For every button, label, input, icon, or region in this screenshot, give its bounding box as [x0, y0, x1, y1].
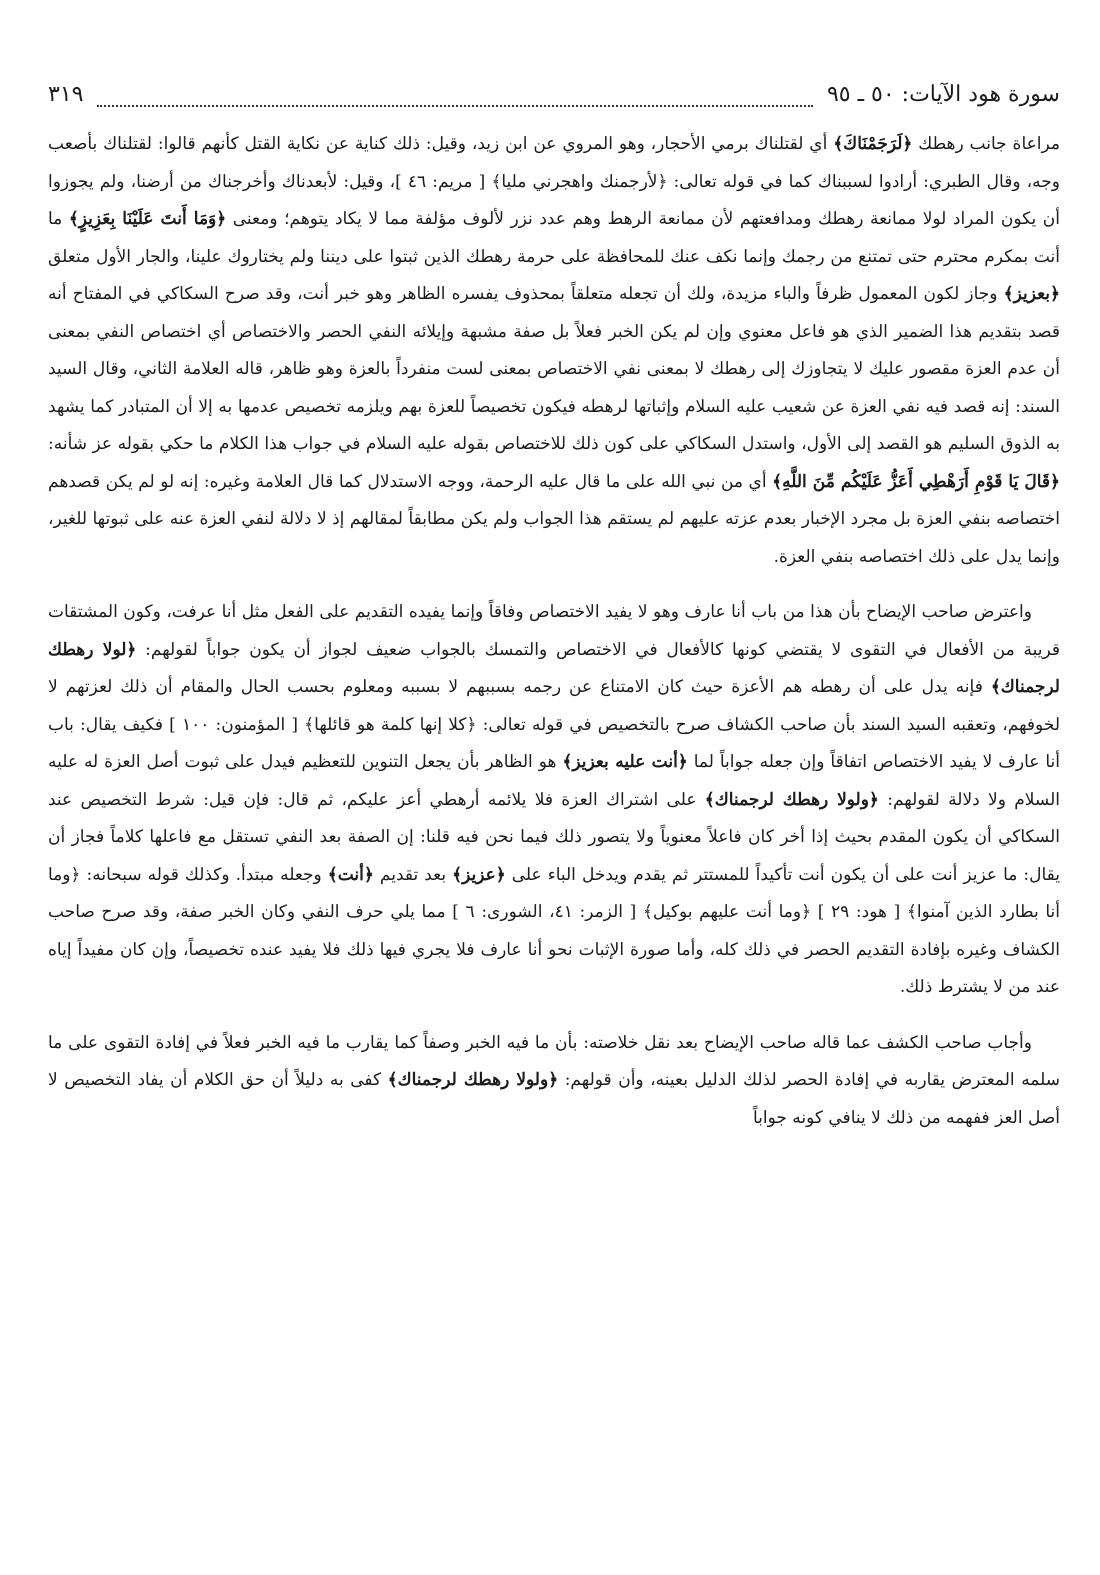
chapter-title: سورة هود الآيات: ٥٠ ـ ٩٥ [826, 82, 1060, 107]
paragraph-1 [48, 126, 1060, 576]
text-run: وأجاب صاحب الكشف عما قاله صاحب الإيضاح بعد نقل خلاصته: بأن ما فيه الخبر وصفاً كما يقارب ما فيه الخبر فعلاً في إفادة التقوى على ما سلمه المعترض يقاربه في إفادة الحصر لذلك الدليل بعينه، وأن قولهم: [48, 1032, 1061, 1090]
text-run: أي من نبي الله على ما قال عليه الرحمة، ووجه الاستدلال كما قال العلامة وغيره: إنه لو لم يكن قصدهم اختصاصه بنفي العزة بل مجرد الإخبار بعدم عزته عليهم لم يستقم هذا الجواب ولم يكن مطابقاً لمقالهم إذ لا دلالة لنفي العزة عنه على ثبوتها للغير، وإنما يدل على ذلك اختصاصه بنفي العزة. [48, 471, 1060, 567]
paragraph-3 [48, 1025, 1060, 1138]
quran-quote: ﴿لَرَجَمْنَاكَ﴾ [833, 134, 913, 154]
text-run: بعد تقديم [373, 864, 453, 885]
quran-quote: ﴿ولولا رهطك لرجمناك﴾ [387, 1070, 559, 1090]
text-run: وجاز لكون المعمول ظرفاً والباء مزيدة، ولك أن تجعله متعلقاً بمحذوف يفسره الظاهر وهو خبر أنت، وقد صرح السكاكي في المفتاح أنه قصد بتقديم هذا الضمير الذي هو فاعل معنوي وإن لم يكن الخبر فعلاً بل صفة مشبهة وإيلائه النفي الحصر والاختصاص أي اختصاص النفي بمعنى أن عدم العزة مقصور عليك لا يتجاوزك إلى رهطك لا بمعنى نفي الاختصاص بمعنى لست منفرداً بالعزة وهو ظاهر، قاله العلامة الثاني، وقال السيد السند: إنه قصد فيه نفي العزة عن شعيب عليه السلام وإثباتها لرهطه فيكون تخصيصاً للعزة بهم ويلزمه تخصيص عدمها به إلا أن المتبادر كما يشهد به الذوق السليم هو القصد إلى الأول، واستدل السكاكي على كون ذلك للاختصاص بقوله عليه السلام في جواب هذا الكلام ما حكي بقوله عز شأنه: [48, 284, 1060, 454]
text-run: مراعاة جانب رهطك [912, 134, 1060, 154]
paragraph-2 [48, 594, 1060, 1007]
quran-quote: ﴿قَالَ يَا قَوْمِ أَرَهْطِي أَعَزُّ عَلَيْكُم مِّنَ اللَّهِ﴾ [772, 471, 1060, 492]
text-run: واعترض صاحب الإيضاح بأن هذا من باب أنا عارف وهو لا يفيد الاختصاص وفاقاً وإنما يفيده التقديم على الفعل مثل أنا عرفت، وكون المشتقات قريبة من الأفعال في التقوى لا يقتضي كونها كالأفعال في الاختصاص والتمسك بالجواب ضعيف لجواز أن يكون جواباً لقولهم: [48, 602, 1060, 660]
quran-quote: ﴿لولا رهطك لرجمناك﴾ [48, 639, 1060, 697]
quran-quote: ﴿عزيز﴾ [452, 864, 506, 885]
page-number: ٣١٩ [48, 82, 84, 107]
text-run: هو الظاهر بأن يجعل التنوين للتعظيم فيدل على ثبوت أصل العزة له عليه السلام ولا دلالة لقولهم: [48, 752, 1060, 810]
text-run: على اشتراك العزة فلا يلائمه أرهطي أعز عليكم، ثم قال: فإن قيل: شرط التخصيص عند السكاكي أن يكون المقدم بحيث إذا أخر كان فاعلاً معنوياً ولا يتصور ذلك فيما نحن فيه قلنا: إن الصفة بعد النفي تستقل مع فاعلها كلاماً فجاز أن يقال: ما عزيز أنت على أن يكون أنت تأكيداً للمستتر ثم يقدم ويدخل الباء على [48, 789, 1060, 885]
text-run: ما أنت بمكرم محترم حتى تمتنع من رجمك وإنما نكف عنك للمحافظة على حرمة رهطك الذين ثبتوا على ديننا ولم يختاروك علينا، والجار الأول متعلق [48, 209, 1060, 267]
quran-quote: ﴿ولولا رهطك لرجمناك﴾ [704, 789, 879, 810]
leader-dots [97, 105, 813, 107]
quran-quote: ﴿أنت عليه بعزيز﴾ [562, 752, 688, 772]
quran-quote: ﴿أنت﴾ [327, 864, 374, 885]
text-run: كفى به دليلاً أن حق الكلام أن يفاد التخصيص لا أصل العز ففهمه من ذلك لا ينافي كونه جواباً [48, 1070, 1060, 1128]
book-page [48, 82, 1060, 1137]
text-run: أي لقتلناك برمي الأحجار، وهو المروي عن ابن زيد، وقيل: ذلك كناية عن نكاية القتل كأنهم قالوا: لقتلناك بأصعب وجه، وقال الطبري: أرادوا لسببناك كما في قوله تعالى: ﴿لأرجمنك واهجرني مليا﴾ [ مريم: ٤٦ ]، وقيل: لأبعدناك وأخرجناك من أرضنا، ولم يجوزوا أن يكون المراد لولا ممانعة رهطك ومدافعتهم لأن ممانعة الرهط وهم عدد نزر لألوف مؤلفة مما لا يكاد يتوهم؛ ومعنى [48, 134, 1060, 229]
text-run: وجعله مبتدأ. وكذلك قوله سبحانه: ﴿وما أنا بطارد الذين آمنوا﴾ [ هود: ٢٩ ] ﴿وما أنت عليهم بوكيل﴾ [ الزمر: ٤١، الشورى: ٦ ] مما يلي حرف النفي وكان الخبر صفة، وقد صرح صاحب الكشاف وغيره بإفادة التقديم الحصر في ذلك كله، وأما صورة الإثبات نحو أنا عارف فلا يجري فيها ذلك فلا يفيد عنده تخصيصاً، وإن كان مفيداً إياه عند من لا يشترط ذلك. [48, 864, 1060, 997]
text-run: فإنه يدل على أن رهطه هم الأعزة حيث كان الامتناع عن رجمه بسببهم لا بسببه ومعلوم بحسب الحال والمقام أن ذلك لعزتهم لا لخوفهم، وتعقبه السيد السند بأن صاحب الكشاف صرح بالتخصيص في قوله تعالى: ﴿كلا إنها كلمة هو قائلها﴾ [ المؤمنون: ١٠٠ ] فكيف يقال: باب أنا عارف لا يفيد الاختصاص اتفاقاً وإن جعله جواباً لما [48, 677, 1060, 772]
quran-quote: ﴿بعزيز﴾ [1003, 284, 1061, 304]
quran-quote: ﴿وَمَا أَنتَ عَلَيْنَا بِعَزِيزٍ﴾ [68, 209, 227, 229]
running-header [48, 82, 1060, 122]
